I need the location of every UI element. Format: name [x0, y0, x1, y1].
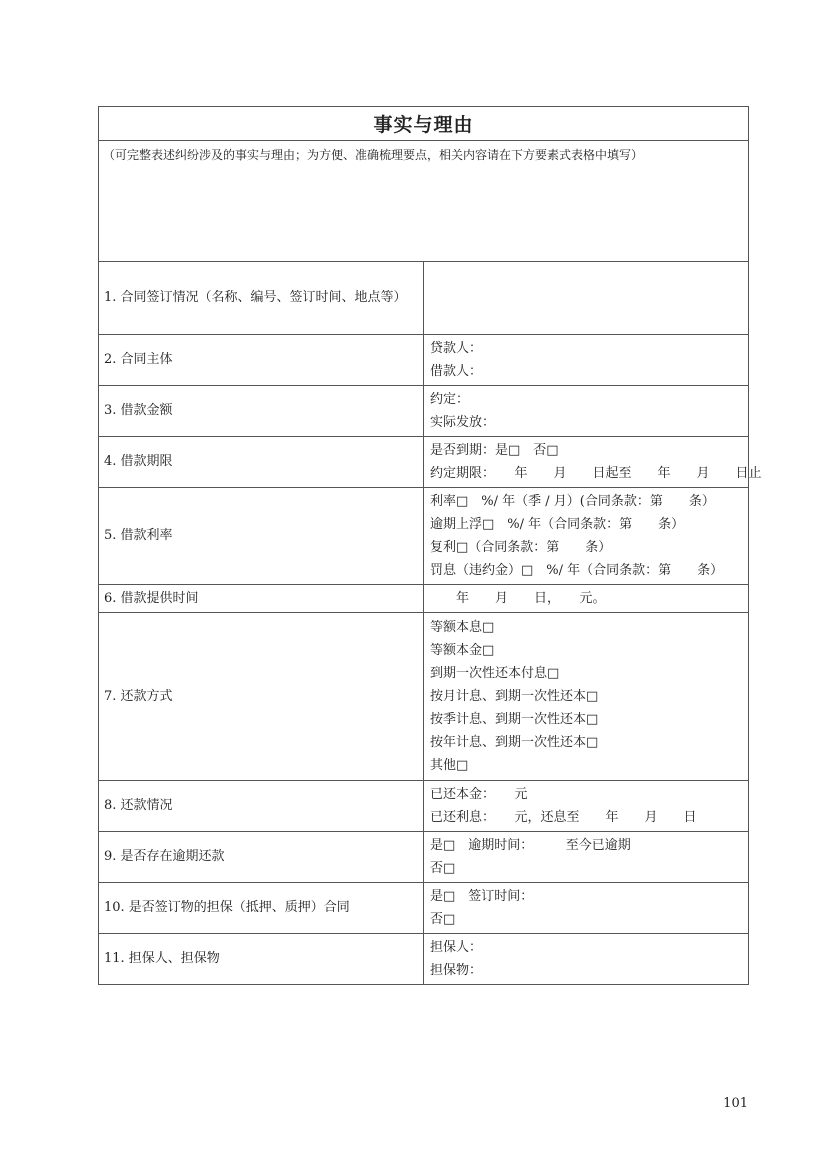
- value-line: 贷款人：: [430, 341, 483, 356]
- form-row: [99, 585, 749, 613]
- row-label: 4. 借款期限: [99, 437, 424, 488]
- value-line: 否□: [430, 861, 456, 876]
- form-row: [99, 781, 749, 832]
- row-label: 1. 合同签订情况（名称、编号、签订时间、地点等）: [99, 262, 424, 335]
- form-title: 事实与理由: [99, 107, 749, 141]
- form-row: [99, 613, 749, 781]
- value-line: 借款人：: [430, 364, 483, 379]
- value-line: 是□ 逾期时间： 至今已逾期: [430, 838, 631, 853]
- row-value-cell[interactable]: [424, 883, 749, 934]
- row-value-cell[interactable]: [424, 335, 749, 386]
- row-label: 11. 担保人、担保物: [99, 934, 424, 985]
- instruction-text[interactable]: （可完整表述纠纷涉及的事实与理由；为方便、准确梳理要点，相关内容请在下方要素式表格中填写）: [99, 141, 749, 262]
- row-value-cell[interactable]: [424, 781, 749, 832]
- row-value-cell[interactable]: [424, 488, 749, 585]
- instruction-row: [99, 141, 749, 262]
- facts-and-reasons-table: [98, 106, 762, 985]
- value-line: 担保物：: [430, 963, 483, 978]
- value-line: 复利□（合同条款：第 条）: [430, 540, 612, 555]
- value-line: 按季计息、到期一次性还本□: [430, 712, 599, 727]
- form-row: [99, 262, 749, 335]
- row-label: 2. 合同主体: [99, 335, 424, 386]
- row-value-cell[interactable]: [424, 262, 749, 335]
- value-line: 利率□ %/ 年（季 / 月）(合同条款：第 条）: [430, 494, 715, 509]
- value-line: 实际发放：: [430, 415, 496, 430]
- form-row: [99, 488, 749, 585]
- row-value-cell[interactable]: [424, 832, 749, 883]
- value-line: 是否到期：是□ 否□: [430, 443, 559, 458]
- row-label: 10. 是否签订物的担保（抵押、质押）合同: [99, 883, 424, 934]
- row-label: 3. 借款金额: [99, 386, 424, 437]
- value-line: 按月计息、到期一次性还本□: [430, 689, 599, 704]
- row-value-cell[interactable]: [424, 934, 749, 985]
- row-value-cell[interactable]: [424, 585, 749, 613]
- row-label: 9. 是否存在逾期还款: [99, 832, 424, 883]
- title-row: [99, 107, 749, 141]
- row-label: 5. 借款利率: [99, 488, 424, 585]
- row-value-cell[interactable]: [424, 437, 762, 488]
- form-row: [99, 934, 749, 985]
- value-line: 其他□: [430, 758, 469, 773]
- value-line: 逾期上浮□ %/ 年（合同条款：第 条）: [430, 517, 685, 532]
- value-line: 到期一次性还本付息□: [430, 666, 560, 681]
- form-row: [99, 883, 749, 934]
- row-value-cell[interactable]: [424, 613, 749, 781]
- row-value-cell[interactable]: [424, 386, 749, 437]
- row-label: 7. 还款方式: [99, 613, 424, 781]
- form-row: [99, 437, 749, 488]
- value-line: 已还本金： 元: [430, 787, 528, 802]
- row-label: 8. 还款情况: [99, 781, 424, 832]
- value-line: 罚息（违约金）□ %/ 年（合同条款：第 条）: [430, 563, 724, 578]
- value-line: 年 月 日， 元。: [430, 591, 606, 606]
- value-line: 否□: [430, 912, 456, 927]
- value-line: 已还利息： 元，还息至 年 月 日: [430, 810, 697, 825]
- value-line: 是□ 签订时间：: [430, 889, 534, 904]
- value-line: 约定：: [430, 392, 470, 407]
- value-line: 等额本息□: [430, 620, 495, 635]
- form-row: [99, 386, 749, 437]
- value-line: 约定期限： 年 月 日起至 年 月 日止: [430, 466, 762, 481]
- value-line: 担保人：: [430, 940, 483, 955]
- form-row: [99, 335, 749, 386]
- page-number: 101: [723, 1096, 748, 1111]
- form-row: [99, 832, 749, 883]
- value-line: 等额本金□: [430, 643, 495, 658]
- row-label: 6. 借款提供时间: [99, 585, 424, 613]
- value-line: 按年计息、到期一次性还本□: [430, 735, 599, 750]
